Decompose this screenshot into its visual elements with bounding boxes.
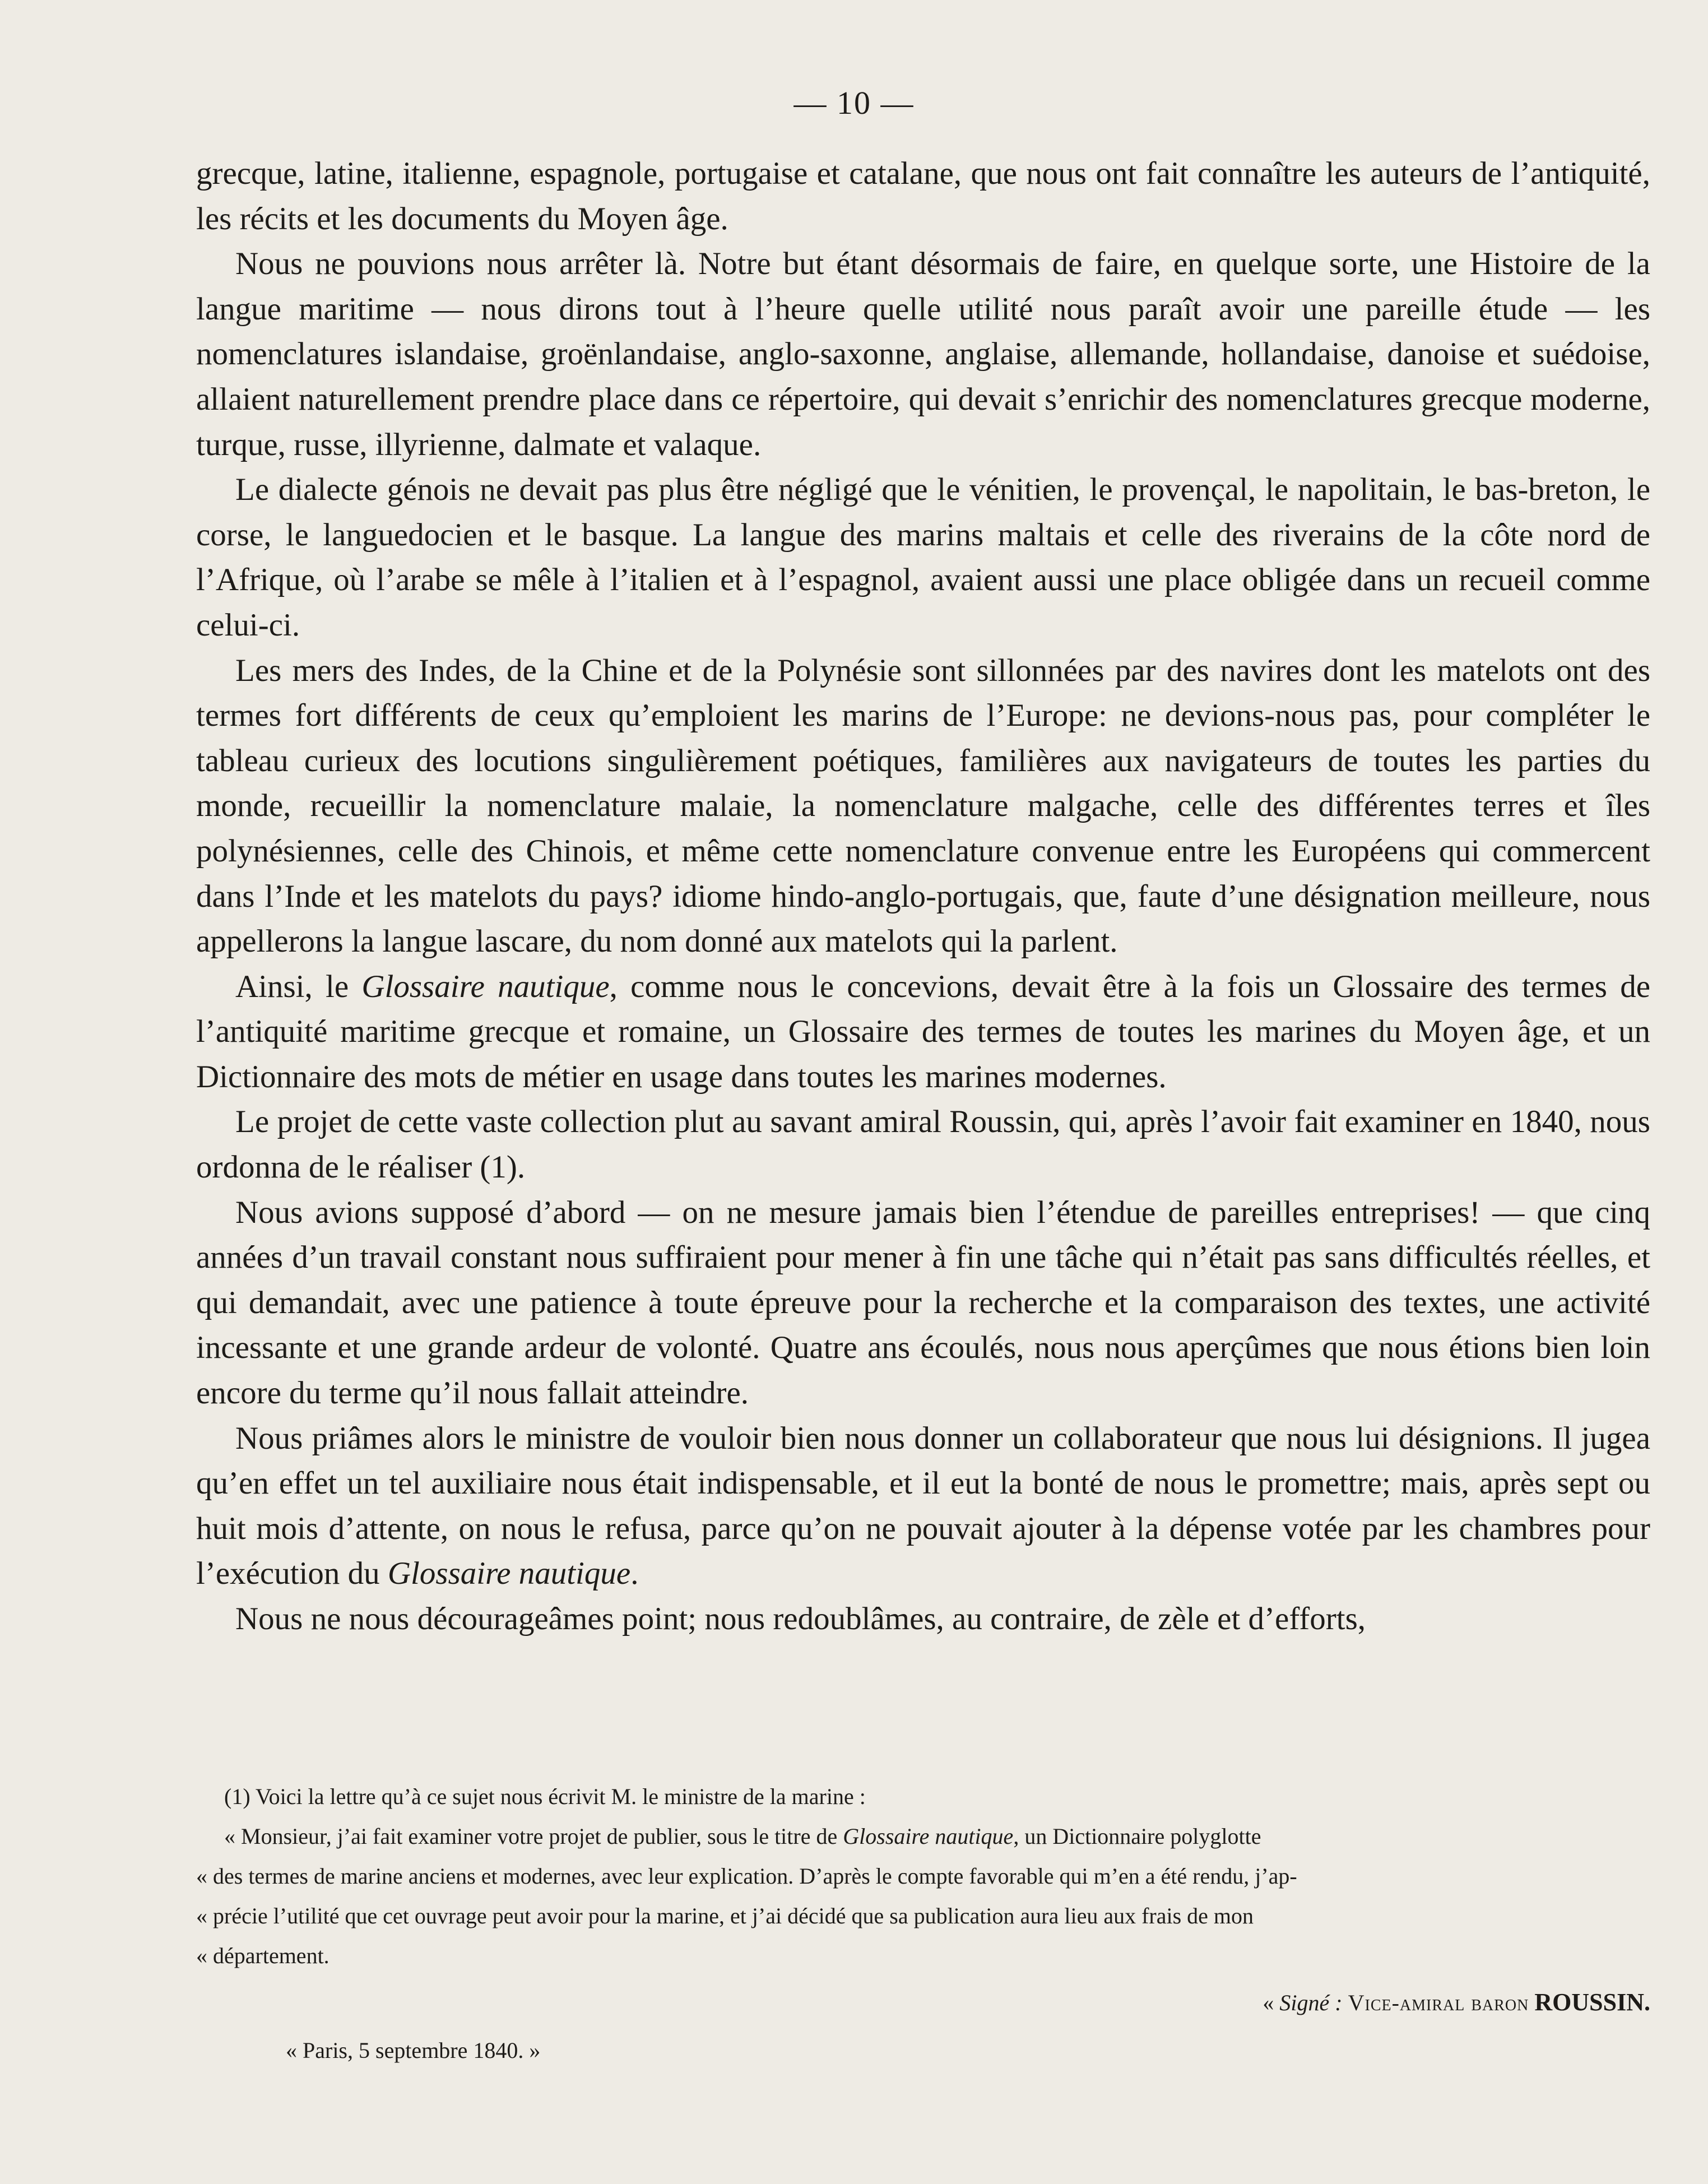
footnote-letter-line-3: « précie l’utilité que cet ouvrage peut avoir pour la marine, et j’ai décidé que sa publication aura lieu aux frais de mon [196, 1903, 1254, 1928]
paragraph-2: Nous ne pouvions nous arrêter là. Notre but étant désormais de faire, en quelque sorte, une Histoire de la langue maritime — nous dirons tout à l’heure quelle utilité nous paraît avoir une pareille étude — les nomenclatures islandaise, groënlandaise, anglo-saxonne, anglaise, allemande, hollandaise, danoise et suédoise, allaient naturellement prendre place dans ce répertoire, qui devait s’enrichir des nomenclatures grecque moderne, turque, russe, illyrienne, dalmate et valaque. [196, 246, 1650, 462]
signature-name: ROUSSIN. [1534, 1988, 1650, 2016]
footnote-date: « Paris, 5 septembre 1840. » [286, 2038, 541, 2063]
footnote-letter-continued: , un Dictionnaire polyglotte [1013, 1824, 1261, 1849]
paragraph-6: Le projet de cette vaste collection plut au savant amiral Roussin, qui, après l’avoir fait examiner en 1840, nous ordonna de le réaliser (1). [196, 1104, 1650, 1185]
footnote-letter-line-2: « des termes de marine anciens et modernes, avec leur explication. D’après le compte favorable qui m’en a été rendu, j’ap- [196, 1863, 1297, 1889]
paragraph-1: grecque, latine, italienne, espagnole, portugaise et catalane, que nous ont fait connaître les auteurs de l’antiquité, les récits et les documents du Moyen âge. [196, 156, 1650, 237]
footnote-letter-line-4: « département. [196, 1943, 329, 1968]
footnote-letter-line-1 [196, 1816, 1650, 1856]
paragraph-8-start: Nous priâmes alors le ministre de vouloir bien nous donner un collaborateur que nous lui désignions. Il jugea qu’en effet un tel auxiliaire nous était indispensable, et il eut la bonté de nous le promettre; mais, après sept ou huit mois d’attente, on nous le refusa, parce qu’on ne pouvait ajouter à la dépense votée par les chambres pour l’exécution du [196, 1420, 1650, 1592]
paragraph-8-end: . [630, 1556, 639, 1592]
signature-title: Vice-amiral baron [1348, 1990, 1529, 2015]
paragraph-3: Le dialecte génois ne devait pas plus être négligé que le vénitien, le provençal, le napolitain, le bas-breton, le corse, le languedocien et le basque. La langue des marins maltais et celle des riverains de la côte nord de l’Afrique, où l’arabe se mêle à l’italien et à l’espagnol, avaient aussi une place obligée dans un recueil comme celui-ci. [196, 472, 1650, 643]
paragraph-5-start: Ainsi, le [235, 968, 362, 1004]
paragraph-5 [196, 965, 1650, 1100]
page-number: — 10 — [793, 85, 915, 121]
paragraph-5-end: , comme nous le concevions, devait être à la fois un Glossaire des termes de l’antiquité maritime grecque et romaine, un Glossaire des termes de toutes les marines du Moyen âge, et un Dictionnaire des mots de métier en usage dans toutes les marines modernes. [196, 968, 1650, 1095]
signature-signe: Signé : [1279, 1990, 1343, 2015]
footnote-signature [196, 1982, 1650, 2023]
paragraph-8 [196, 1416, 1650, 1597]
glossaire-nautique-title: Glossaire nautique [361, 968, 610, 1004]
signature-quote-mark: « [1263, 1990, 1280, 2015]
paragraph-4: Les mers des Indes, de la Chine et de la Polynésie sont sillonnées par des navires dont les matelots ont des termes fort différents de ceux qu’emploient les marins de l’Europe: ne devions-nous pas, pour compléter le tableau curieux des locutions singulièrement poétiques, familières aux navigateurs de toutes les parties du monde, recueillir la nomenclature malaie, la nomenclature malgache, celle des différentes terres et îles polynésiennes, celle des Chinois, et même cette nomenclature convenue entre les Européens qui commercent dans l’Inde et les matelots du pays? idiome hindo-anglo-portugais, que, faute d’une désignation meilleure, nous appellerons la langue lascare, du nom donné aux matelots qui la parlent. [196, 652, 1650, 959]
footnote-letter-start: « Monsieur, j’ai fait examiner votre projet de publier, sous le titre de [224, 1824, 843, 1849]
paragraph-7: Nous avions supposé d’abord — on ne mesure jamais bien l’étendue de pareilles entreprises! — que cinq années d’un travail constant nous suffiraient pour mener à fin une tâche qui n’était pas sans difficultés réelles, et qui demandait, avec une patience à toute épreuve pour la recherche et la comparaison des textes, une activité incessante et une grande ardeur de volonté. Quatre ans écoulés, nous nous aperçûmes que nous étions bien loin encore du terme qu’il nous fallait atteindre. [196, 1194, 1650, 1411]
footnote-glossaire-title: Glossaire nautique [843, 1824, 1014, 1849]
glossaire-nautique-title: Glossaire nautique [387, 1556, 631, 1592]
footnote-intro: (1) Voici la lettre qu’à ce sujet nous écrivit M. le ministre de la marine : [224, 1784, 866, 1809]
footnote [196, 1777, 1650, 2070]
body-text [196, 151, 1650, 1642]
paragraph-9: Nous ne nous décourageâmes point; nous redoublâmes, au contraire, de zèle et d’efforts, [235, 1601, 1366, 1636]
